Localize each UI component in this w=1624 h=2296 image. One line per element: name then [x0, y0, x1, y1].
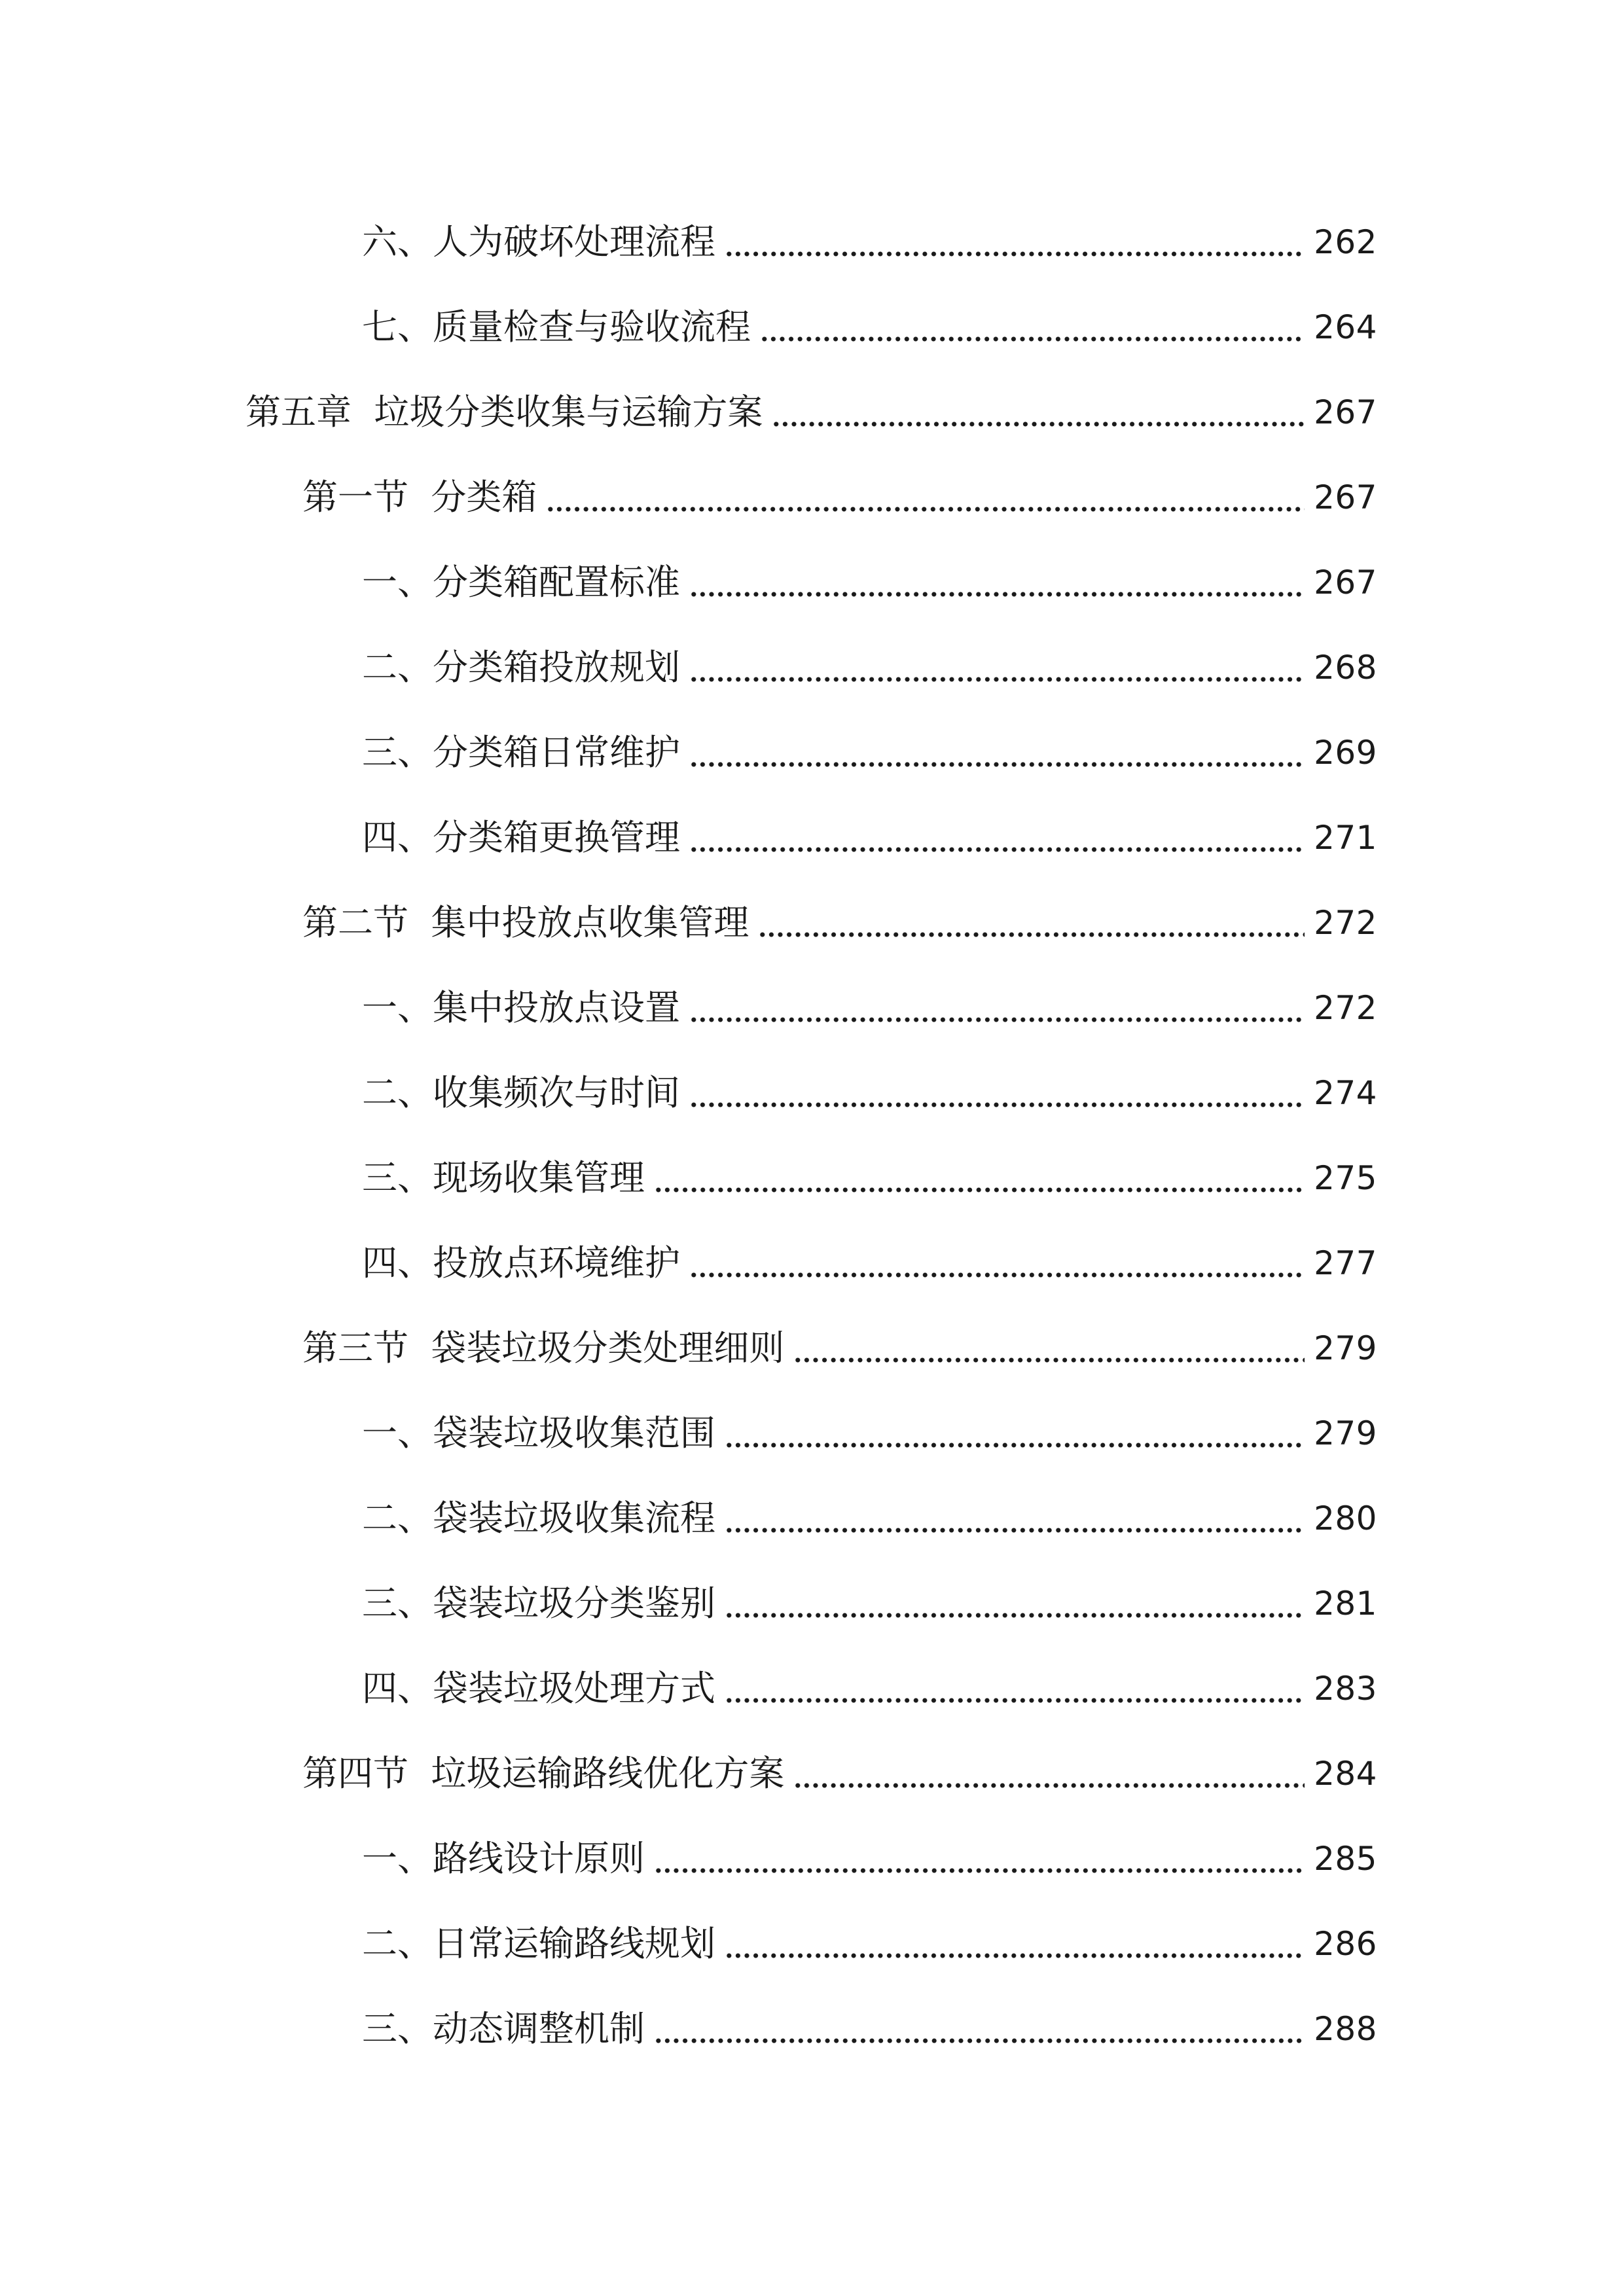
toc-entry[interactable] [0, 1050, 1624, 1136]
toc-entry[interactable] [0, 285, 1624, 370]
table-of-contents [0, 200, 1624, 2072]
toc-entry-page-number: 268 [1314, 649, 1377, 687]
toc-entry-page-number: 272 [1314, 904, 1377, 942]
dot-leader [725, 1926, 1305, 1962]
dot-leader [725, 224, 1305, 260]
dot-leader [546, 480, 1305, 515]
dot-leader [689, 990, 1305, 1026]
dot-leader [772, 395, 1305, 430]
toc-entry-page-number: 279 [1314, 1414, 1377, 1452]
toc-entry[interactable] [0, 965, 1624, 1050]
toc-entry[interactable] [0, 1816, 1624, 1901]
toc-entry-page-number: 269 [1314, 734, 1377, 772]
toc-entry[interactable] [0, 1136, 1624, 1221]
dot-leader [689, 735, 1305, 770]
toc-section-entry[interactable] [0, 1731, 1624, 1816]
dot-leader [760, 310, 1305, 345]
toc-section-entry[interactable] [0, 1306, 1624, 1391]
toc-entry[interactable] [0, 1476, 1624, 1561]
dot-leader [689, 650, 1305, 685]
toc-entry-title: 二、日常运输路线规划 [362, 1923, 715, 1964]
dot-leader [725, 1586, 1305, 1621]
toc-entry[interactable] [0, 1391, 1624, 1476]
dot-leader [793, 1331, 1305, 1366]
dot-leader [654, 1841, 1305, 1876]
toc-entry[interactable] [0, 795, 1624, 880]
toc-entry-page-number: 277 [1314, 1244, 1377, 1282]
dot-leader [725, 1671, 1305, 1706]
toc-entry-title: 四、袋装垃圾处理方式 [362, 1668, 715, 1709]
toc-entry-title: 第三节 袋装垃圾分类处理细则 [302, 1327, 785, 1369]
dot-leader [793, 1756, 1305, 1791]
toc-entry[interactable] [0, 1901, 1624, 1986]
dot-leader [689, 820, 1305, 855]
toc-entry-title: 一、集中投放点设置 [362, 987, 680, 1028]
toc-entry-title: 二、袋装垃圾收集流程 [362, 1498, 715, 1539]
toc-entry[interactable] [0, 1561, 1624, 1646]
toc-entry[interactable] [0, 1646, 1624, 1731]
toc-entry-page-number: 285 [1314, 1840, 1377, 1878]
toc-entry-title: 二、收集频次与时间 [362, 1072, 680, 1113]
toc-entry-title: 第五章 垃圾分类收集与运输方案 [245, 391, 763, 433]
dot-leader [689, 1075, 1305, 1111]
toc-entry-title: 第四节 垃圾运输路线优化方案 [302, 1753, 785, 1794]
toc-entry-page-number: 281 [1314, 1585, 1377, 1623]
toc-section-entry[interactable] [0, 455, 1624, 540]
toc-entry[interactable] [0, 200, 1624, 285]
toc-entry-title: 三、动态调整机制 [362, 2008, 645, 2049]
toc-entry-page-number: 262 [1314, 223, 1377, 261]
toc-entry-page-number: 284 [1314, 1755, 1377, 1793]
toc-entry-title: 六、人为破坏处理流程 [362, 221, 715, 262]
toc-entry[interactable] [0, 710, 1624, 795]
dot-leader [689, 565, 1305, 600]
toc-entry-title: 七、质量检查与验收流程 [362, 306, 751, 348]
toc-entry-title: 第一节 分类箱 [302, 476, 537, 518]
toc-entry-title: 四、投放点环境维护 [362, 1242, 680, 1283]
toc-entry-page-number: 271 [1314, 819, 1377, 857]
dot-leader [758, 905, 1305, 941]
toc-entry-page-number: 264 [1314, 308, 1377, 346]
toc-entry-page-number: 267 [1314, 393, 1377, 431]
toc-entry-page-number: 272 [1314, 989, 1377, 1027]
dot-leader [654, 1160, 1305, 1196]
dot-leader [725, 1501, 1305, 1536]
toc-entry-title: 四、分类箱更换管理 [362, 817, 680, 858]
dot-leader [654, 2011, 1305, 2047]
toc-entry-page-number: 288 [1314, 2010, 1377, 2048]
toc-chapter-entry[interactable] [0, 370, 1624, 455]
toc-entry-page-number: 283 [1314, 1670, 1377, 1708]
toc-entry-title: 三、现场收集管理 [362, 1157, 645, 1198]
toc-entry[interactable] [0, 1986, 1624, 2072]
toc-entry-page-number: 267 [1314, 564, 1377, 601]
toc-entry-title: 二、分类箱投放规划 [362, 647, 680, 688]
dot-leader [725, 1416, 1305, 1451]
toc-entry-title: 一、袋装垃圾收集范围 [362, 1412, 715, 1454]
toc-entry-title: 一、分类箱配置标准 [362, 562, 680, 603]
toc-entry-title: 三、分类箱日常维护 [362, 732, 680, 773]
toc-entry-title: 一、路线设计原则 [362, 1838, 645, 1879]
toc-entry-page-number: 274 [1314, 1074, 1377, 1112]
toc-entry-page-number: 280 [1314, 1499, 1377, 1537]
toc-entry-title: 三、袋装垃圾分类鉴别 [362, 1583, 715, 1624]
toc-entry[interactable] [0, 540, 1624, 625]
toc-entry-page-number: 275 [1314, 1159, 1377, 1197]
toc-entry-page-number: 267 [1314, 478, 1377, 516]
toc-entry-page-number: 279 [1314, 1329, 1377, 1367]
dot-leader [689, 1246, 1305, 1281]
toc-entry[interactable] [0, 1221, 1624, 1306]
toc-entry-title: 第二节 集中投放点收集管理 [302, 902, 749, 943]
toc-entry[interactable] [0, 625, 1624, 710]
toc-entry-page-number: 286 [1314, 1925, 1377, 1963]
toc-section-entry[interactable] [0, 880, 1624, 965]
